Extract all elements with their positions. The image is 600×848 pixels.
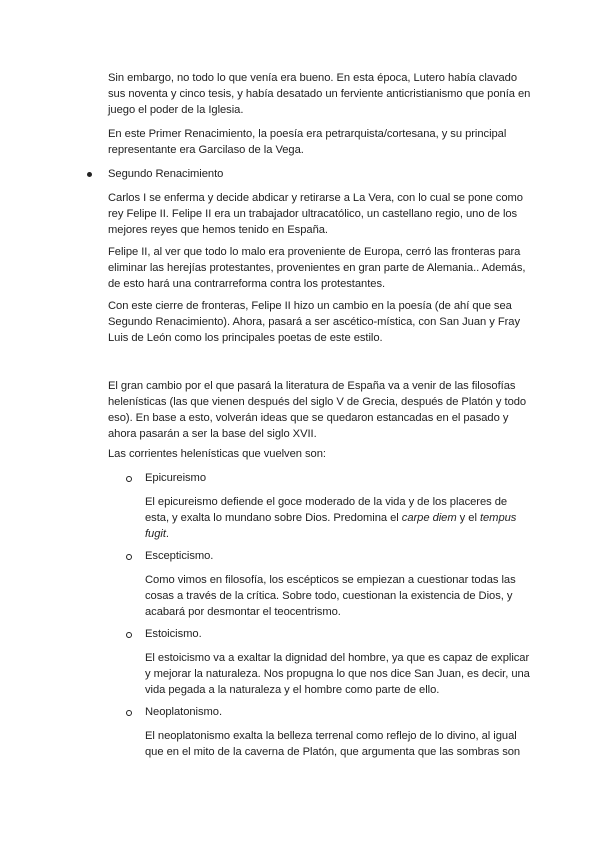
segundo-paragraph-2: Felipe II, al ver que todo lo malo era proveniente de Europa, cerró las fronteras para eliminar las herejías protestantes, provenientes en gran parte de Alemania.. Además, de esto hará una contrarreforma contra los protestantes. (108, 246, 526, 290)
list-item-text: El estoicismo va a exaltar la dignidad del hombre, ya que es capaz de explicar y mejorar la naturaleza. Nos propugna lo que nos dice San Juan, es decir, una vida pegada a la naturaleza y el hombre como parte de ello. (145, 652, 530, 696)
list-item-label: Escepticismo. (145, 550, 214, 562)
circle-bullet-icon (126, 476, 132, 482)
segundo-paragraph-1: Carlos I se enferma y decide abdicar y retirarse a La Vera, con lo cual se pone como rey Felipe II. Felipe II era un trabajador ultracatólico, un castellano regio, uno de los mejores reyes que hemos tenido en España. (108, 192, 523, 236)
circle-bullet-icon (126, 632, 132, 638)
intro-paragraph-2: En este Primer Renacimiento, la poesía era petrarquista/cortesana, y su principal representante era Garcilaso de la Vega. (108, 128, 507, 156)
intro-paragraph-1: Sin embargo, no todo lo que venía era bueno. En esta época, Lutero había clavado sus noventa y cinco tesis, y había desatado un ferviente anticristianismo que ponía en juego el poder de la Iglesia. (108, 72, 531, 116)
bullet-icon (87, 172, 92, 177)
list-item-label: Neoplatonismo. (145, 706, 223, 718)
list-item-label: Epicureismo (145, 472, 207, 484)
list-item-text: El epicureismo defiende el goce moderado de la vida y de los placeres de esta, y exalta lo mundano sobre Dios. Predomina el carpe diem y el tempus fugit. (145, 496, 517, 540)
section-heading-segundo: Segundo Renacimiento (108, 168, 224, 180)
filosofias-intro: Las corrientes helenísticas que vuelven son: (108, 448, 326, 460)
list-item-text: El neoplatonismo exalta la belleza terrenal como reflejo de lo divino, al igual que en el mito de la caverna de Platón, que argumenta que las sombras son (145, 730, 521, 758)
list-item-text: Como vimos en filosofía, los escépticos se empiezan a cuestionar todas las cosas a través de la crítica. Sobre todo, cuestionan la existencia de Dios, y acabará por desmontar el teocentrismo. (145, 574, 516, 618)
italic-term: carpe diem (401, 512, 457, 524)
circle-bullet-icon (126, 554, 132, 560)
circle-bullet-icon (126, 710, 132, 716)
segundo-paragraph-3: Con este cierre de fronteras, Felipe II hizo un cambio en la poesía (de ahí que sea Segundo Renacimiento). Ahora, pasará a ser ascético-mística, con San Juan y Fray Luis de León como los principales poetas de este estilo. (108, 300, 521, 344)
filosofias-paragraph: El gran cambio por el que pasará la literatura de España va a venir de las filosofías helenísticas (las que vienen después del siglo V de Grecia, después de Platón y todo eso). En base a esto, volverán ideas que se quedaron estancadas en el pasado y ahora pasarán a ser la base del siglo XVII. (108, 380, 527, 440)
italic-term: tempus fugit (145, 512, 517, 540)
list-item-label: Estoicismo. (145, 628, 202, 640)
